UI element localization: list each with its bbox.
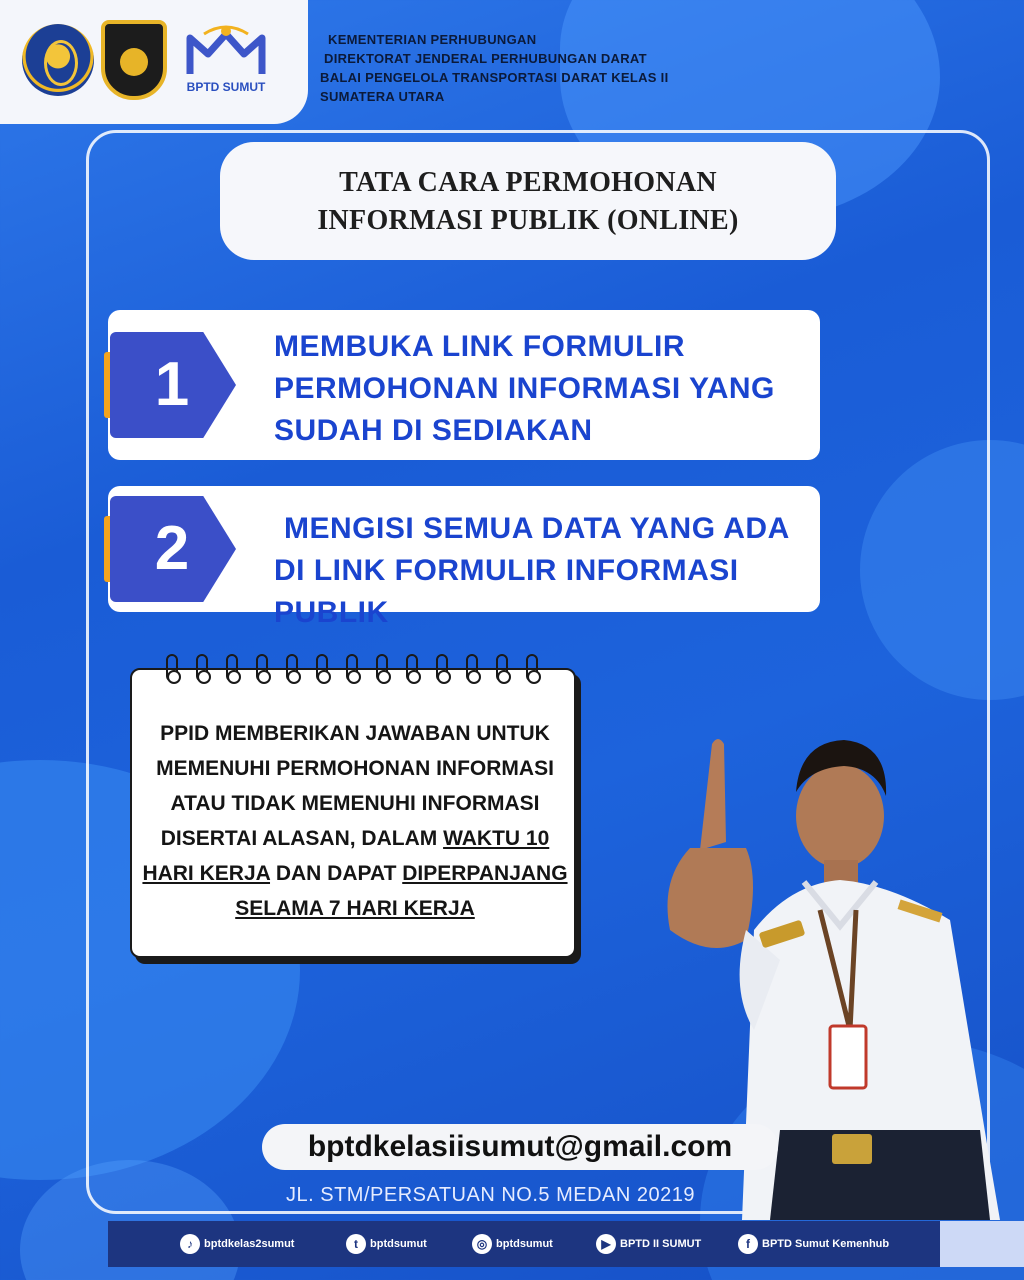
social-facebook[interactable] [738,1221,889,1267]
ring-icon [316,654,328,682]
contact-email[interactable]: bptdkelasiisumut@gmail.com [262,1124,778,1170]
social-youtube[interactable] [596,1221,701,1267]
kemenhub-logo [22,24,94,96]
social-label: bptdsumut [496,1238,553,1250]
ring-icon [256,654,268,682]
agency-line: SUMATERA UTARA [320,89,445,104]
page-title [220,142,836,260]
tiktok-icon: ♪ [180,1234,200,1254]
social-instagram[interactable] [472,1221,553,1267]
step-card-2 [108,486,820,629]
ring-icon [466,654,478,682]
facebook-icon: f [738,1234,758,1254]
ring-icon [526,654,538,682]
logo-panel [0,0,308,124]
agency-line: DIREKTORAT JENDERAL PERHUBUNGAN DARAT [324,51,647,66]
bptd-sumut-logo [184,24,268,102]
step-text: MEMBUKA LINK FORMULIR PERMOHONAN INFORMASI YANG SUDAH DI SEDIAKAN [274,330,775,447]
ring-icon [196,654,208,682]
perhubungan-darat-logo [101,20,167,100]
ring-icon [406,654,418,682]
footer-accent [940,1221,1024,1267]
twitter-icon: t [346,1234,366,1254]
notice-text [140,716,570,926]
instagram-icon: ◎ [472,1234,492,1254]
social-label: BPTD II SUMUT [620,1238,702,1250]
ring-icon [286,654,298,682]
step-card-1 [108,310,820,460]
title-line: TATA CARA PERMOHONAN [339,167,717,198]
step-number: 2 [154,514,190,583]
notice-part: PPID MEMBERIKAN JAWABAN UNTUK MEMENUHI PERMOHONAN INFORMASI ATAU TIDAK MEMENUHI INFORMASI DISERTAI ALASAN, [156,722,554,850]
social-tiktok[interactable] [180,1221,294,1267]
social-label: bptdkelas2sumut [204,1238,295,1250]
step-number-badge [110,496,236,602]
ring-icon [376,654,388,682]
social-label: BPTD Sumut Kemenhub [762,1238,890,1250]
ring-icon [436,654,448,682]
ring-icon [496,654,508,682]
bptd-mark-icon [184,24,268,76]
step-number-badge [110,332,236,438]
notice-part: DAN DAPAT [270,862,403,885]
ring-icon [226,654,238,682]
office-address: JL. STM/PERSATUAN NO.5 MEDAN 20219 [286,1184,695,1206]
notice-deadline: WAKTU 10 HARI KERJA [142,827,550,885]
agency-name [320,30,669,106]
social-twitter[interactable] [346,1221,427,1267]
bptd-caption: BPTD SUMUT [186,80,266,94]
ring-icon [346,654,358,682]
agency-line: KEMENTERIAN PERHUBUNGAN [328,32,537,47]
social-footer [108,1221,940,1267]
youtube-icon: ▶ [596,1234,616,1254]
agency-line: BALAI PENGELOLA TRANSPORTASI DARAT KELAS II [320,70,669,85]
ring-icon [166,654,178,682]
step-number: 1 [154,350,190,419]
step-text: MENGISI SEMUA DATA YANG ADA DI LINK FORMULIR INFORMASI PUBLIK [274,512,789,629]
notice-extension: DIPERPANJANG SELAMA 7 HARI KERJA [235,862,568,920]
notice-part: DALAM [361,827,444,850]
notice-notepad [130,668,576,958]
title-line: INFORMASI PUBLIK (ONLINE) [317,205,739,236]
social-label: bptdsumut [370,1238,427,1250]
